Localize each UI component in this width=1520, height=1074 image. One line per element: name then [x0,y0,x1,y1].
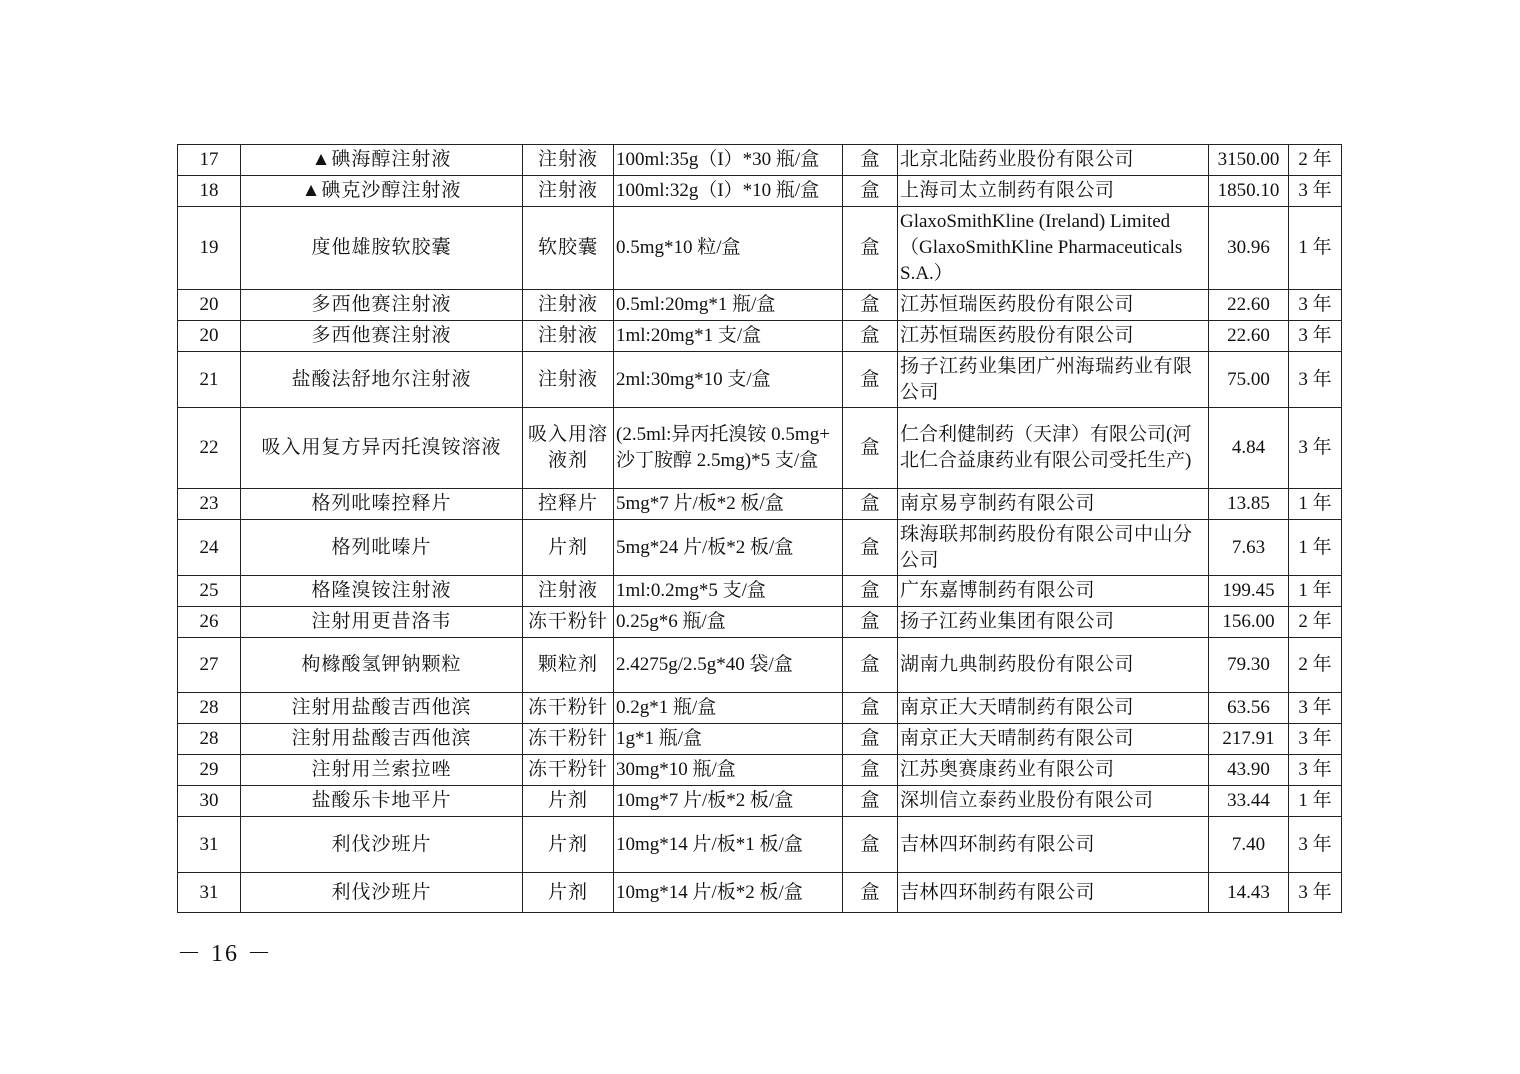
specification: 10mg*14 片/板*2 板/盒 [614,873,843,913]
manufacturer: 扬子江药业集团广州海瑞药业有限公司 [898,352,1209,408]
table-row [178,489,1342,520]
manufacturer: GlaxoSmithKline (Ireland) Limited （GlaxoSmithKline Pharmaceuticals S.A.） [898,207,1209,290]
manufacturer: 江苏奥赛康药业有限公司 [898,755,1209,786]
specification: 2ml:30mg*10 支/盒 [614,352,843,408]
agreement-period: 2 年 [1289,607,1342,638]
unit: 盒 [843,352,898,408]
manufacturer: 吉林四环制药有限公司 [898,873,1209,913]
row-number: 24 [178,520,241,576]
price: 13.85 [1209,489,1289,520]
specification: 1ml:20mg*1 支/盒 [614,321,843,352]
drug-name: 多西他赛注射液 [241,321,523,352]
row-number: 17 [178,145,241,176]
row-number: 31 [178,817,241,873]
manufacturer: 湖南九典制药股份有限公司 [898,638,1209,693]
manufacturer: 广东嘉博制药有限公司 [898,576,1209,607]
unit: 盒 [843,755,898,786]
unit: 盒 [843,145,898,176]
drug-name: 枸橼酸氢钾钠颗粒 [241,638,523,693]
drug-name: 度他雄胺软胶囊 [241,207,523,290]
price: 22.60 [1209,321,1289,352]
row-number: 29 [178,755,241,786]
specification: 10mg*7 片/板*2 板/盒 [614,786,843,817]
manufacturer: 上海司太立制药有限公司 [898,176,1209,207]
agreement-period: 3 年 [1289,321,1342,352]
manufacturer: 南京正大天晴制药有限公司 [898,724,1209,755]
table-row [178,638,1342,693]
table-row [178,321,1342,352]
unit: 盒 [843,176,898,207]
specification: 100ml:32g（I）*10 瓶/盒 [614,176,843,207]
unit: 盒 [843,607,898,638]
table-row [178,408,1342,489]
dosage-form: 注射液 [523,290,614,321]
specification: 2.4275g/2.5g*40 袋/盒 [614,638,843,693]
row-number: 22 [178,408,241,489]
price: 3150.00 [1209,145,1289,176]
unit: 盒 [843,638,898,693]
agreement-period: 3 年 [1289,290,1342,321]
manufacturer: 江苏恒瑞医药股份有限公司 [898,321,1209,352]
price: 7.40 [1209,817,1289,873]
dosage-form: 冻干粉针 [523,693,614,724]
table-row [178,607,1342,638]
drug-name: 多西他赛注射液 [241,290,523,321]
table-row [178,290,1342,321]
specification: 1g*1 瓶/盒 [614,724,843,755]
manufacturer: 珠海联邦制药股份有限公司中山分公司 [898,520,1209,576]
price: 30.96 [1209,207,1289,290]
dosage-form: 注射液 [523,352,614,408]
table-row [178,145,1342,176]
table-row [178,817,1342,873]
drug-name: 注射用更昔洛韦 [241,607,523,638]
unit: 盒 [843,321,898,352]
agreement-period: 1 年 [1289,207,1342,290]
specification: 0.5mg*10 粒/盒 [614,207,843,290]
dosage-form: 软胶囊 [523,207,614,290]
page-number: － 16 － [177,941,273,967]
dosage-form: 注射液 [523,321,614,352]
drug-name: 格列吡嗪控释片 [241,489,523,520]
manufacturer: 吉林四环制药有限公司 [898,817,1209,873]
price: 63.56 [1209,693,1289,724]
price: 33.44 [1209,786,1289,817]
agreement-period: 3 年 [1289,176,1342,207]
dosage-form: 片剂 [523,786,614,817]
table-row [178,873,1342,913]
agreement-period: 1 年 [1289,520,1342,576]
row-number: 30 [178,786,241,817]
drug-price-table [177,144,1342,913]
specification: 0.25g*6 瓶/盒 [614,607,843,638]
manufacturer: 南京正大天晴制药有限公司 [898,693,1209,724]
table-row [178,693,1342,724]
table-row [178,724,1342,755]
drug-name: 利伐沙班片 [241,817,523,873]
dosage-form: 注射液 [523,176,614,207]
price: 79.30 [1209,638,1289,693]
agreement-period: 3 年 [1289,755,1342,786]
price: 1850.10 [1209,176,1289,207]
specification: 5mg*24 片/板*2 板/盒 [614,520,843,576]
drug-name: 注射用兰索拉唑 [241,755,523,786]
unit: 盒 [843,693,898,724]
unit: 盒 [843,786,898,817]
row-number: 26 [178,607,241,638]
agreement-period: 1 年 [1289,576,1342,607]
table-row [178,576,1342,607]
row-number: 27 [178,638,241,693]
unit: 盒 [843,724,898,755]
price: 14.43 [1209,873,1289,913]
dosage-form: 片剂 [523,520,614,576]
unit: 盒 [843,207,898,290]
unit: 盒 [843,489,898,520]
unit: 盒 [843,817,898,873]
drug-name: 注射用盐酸吉西他滨 [241,693,523,724]
manufacturer: 北京北陆药业股份有限公司 [898,145,1209,176]
agreement-period: 3 年 [1289,352,1342,408]
agreement-period: 3 年 [1289,817,1342,873]
row-number: 28 [178,693,241,724]
dosage-form: 颗粒剂 [523,638,614,693]
manufacturer: 南京易亨制药有限公司 [898,489,1209,520]
manufacturer: 江苏恒瑞医药股份有限公司 [898,290,1209,321]
price: 217.91 [1209,724,1289,755]
dosage-form: 控释片 [523,489,614,520]
price: 75.00 [1209,352,1289,408]
agreement-period: 1 年 [1289,786,1342,817]
table-row [178,755,1342,786]
row-number: 21 [178,352,241,408]
price: 7.63 [1209,520,1289,576]
specification: 100ml:35g（I）*30 瓶/盒 [614,145,843,176]
dosage-form: 片剂 [523,817,614,873]
table-row [178,176,1342,207]
table-row [178,786,1342,817]
unit: 盒 [843,520,898,576]
price: 4.84 [1209,408,1289,489]
manufacturer: 扬子江药业集团有限公司 [898,607,1209,638]
drug-name: 盐酸法舒地尔注射液 [241,352,523,408]
specification: 10mg*14 片/板*1 板/盒 [614,817,843,873]
unit: 盒 [843,290,898,321]
table-row [178,207,1342,290]
dosage-form: 冻干粉针 [523,755,614,786]
manufacturer: 深圳信立泰药业股份有限公司 [898,786,1209,817]
drug-name: ▲碘海醇注射液 [241,145,523,176]
agreement-period: 1 年 [1289,489,1342,520]
dosage-form: 注射液 [523,145,614,176]
row-number: 19 [178,207,241,290]
unit: 盒 [843,408,898,489]
agreement-period: 2 年 [1289,638,1342,693]
row-number: 18 [178,176,241,207]
price: 22.60 [1209,290,1289,321]
specification: 5mg*7 片/板*2 板/盒 [614,489,843,520]
table-row [178,352,1342,408]
specification: 1ml:0.2mg*5 支/盒 [614,576,843,607]
specification: 30mg*10 瓶/盒 [614,755,843,786]
specification: 0.2g*1 瓶/盒 [614,693,843,724]
agreement-period: 3 年 [1289,408,1342,489]
row-number: 25 [178,576,241,607]
table-row [178,520,1342,576]
drug-name: 盐酸乐卡地平片 [241,786,523,817]
dosage-form: 冻干粉针 [523,607,614,638]
drug-name: 吸入用复方异丙托溴铵溶液 [241,408,523,489]
specification: 0.5ml:20mg*1 瓶/盒 [614,290,843,321]
agreement-period: 3 年 [1289,693,1342,724]
drug-name: 格列吡嗪片 [241,520,523,576]
unit: 盒 [843,576,898,607]
drug-name: 利伐沙班片 [241,873,523,913]
drug-name: ▲碘克沙醇注射液 [241,176,523,207]
specification: (2.5ml:异丙托溴铵 0.5mg+ 沙丁胺醇 2.5mg)*5 支/盒 [614,408,843,489]
agreement-period: 3 年 [1289,724,1342,755]
price: 199.45 [1209,576,1289,607]
row-number: 31 [178,873,241,913]
dosage-form: 片剂 [523,873,614,913]
dosage-form: 注射液 [523,576,614,607]
dosage-form: 冻干粉针 [523,724,614,755]
price: 156.00 [1209,607,1289,638]
drug-name: 格隆溴铵注射液 [241,576,523,607]
row-number: 20 [178,290,241,321]
manufacturer: 仁合利健制药（天津）有限公司(河北仁合益康药业有限公司受托生产) [898,408,1209,489]
dosage-form: 吸入用溶液剂 [523,408,614,489]
row-number: 20 [178,321,241,352]
agreement-period: 2 年 [1289,145,1342,176]
price: 43.90 [1209,755,1289,786]
agreement-period: 3 年 [1289,873,1342,913]
unit: 盒 [843,873,898,913]
row-number: 28 [178,724,241,755]
drug-name: 注射用盐酸吉西他滨 [241,724,523,755]
row-number: 23 [178,489,241,520]
